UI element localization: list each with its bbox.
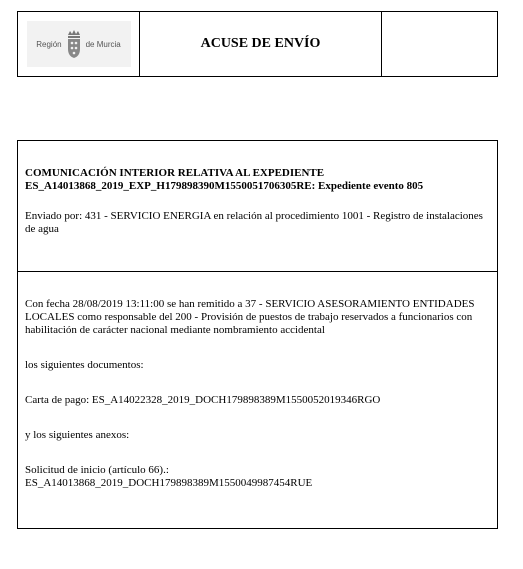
logo-cell — [18, 12, 140, 76]
documents-intro: los siguientes documentos: — [25, 359, 144, 371]
sent-by-text: Enviado por: 431 - SERVICIO ENERGIA en relación al procedimiento 1001 - Registro de instalaciones de agua — [25, 210, 483, 235]
details-box — [17, 271, 498, 529]
region-murcia-logo — [27, 21, 131, 67]
document-title: ACUSE DE ENVÍO — [140, 12, 382, 76]
communication-heading-line2: ES_A14013868_2019_EXP_H179898390M1550051706305RE: Expediente evento 805 — [25, 180, 424, 192]
header-blank-cell — [382, 12, 497, 76]
document-header — [17, 11, 498, 77]
logo-text-left: Región — [36, 39, 62, 49]
annexes-intro: y los siguientes anexos: — [25, 429, 130, 441]
communication-heading-line1: COMUNICACIÓN INTERIOR RELATIVA AL EXPEDIENTE — [25, 167, 325, 179]
communication-box — [17, 140, 498, 272]
coat-of-arms-icon — [64, 29, 84, 59]
logo-text-right: de Murcia — [85, 39, 121, 49]
details-paragraph: Con fecha 28/08/2019 13:11:00 se han remitido a 37 - SERVICIO ASESORAMIENTO ENTIDADES LOCALES como responsable del 200 - Provisión de puestos de trabajo reservados a funcionarios con habilitación de carácter nacional mediante nombramiento accidental — [25, 298, 475, 336]
annex-id: ES_A14013868_2019_DOCH179898389M1550049987454RUE — [25, 477, 313, 489]
annex-label: Solicitud de inicio (artículo 66).: — [25, 464, 169, 476]
document-item: Carta de pago: ES_A14022328_2019_DOCH179898389M1550052019346RGO — [25, 394, 381, 406]
